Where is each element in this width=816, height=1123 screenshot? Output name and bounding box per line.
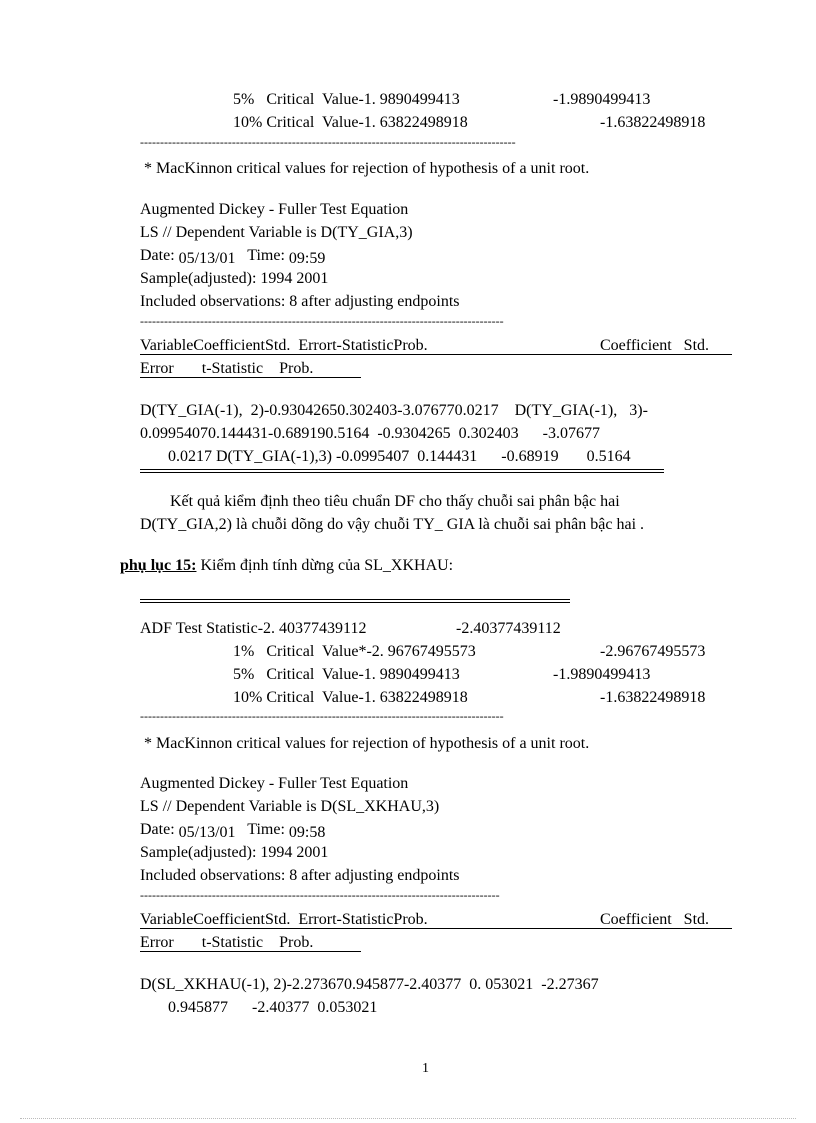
conclusion-line-2: D(TY_GIA,2) là chuỗi dõng do vậy chuỗi TY_ GIA là chuỗi sai phân bậc hai . bbox=[140, 516, 645, 533]
data-row-1: D(TY_GIA(-1), 2)-0.93042650.302403-3.076770.0217 D(TY_GIA(-1), 3)- bbox=[140, 402, 648, 419]
double-rule bbox=[140, 469, 664, 473]
critical-value-5-label: 5% Critical Value-1. 9890499413 bbox=[233, 666, 460, 683]
adf-statistic-value: -2.40377439112 bbox=[456, 620, 561, 637]
equation-title: Augmented Dickey - Fuller Test Equation bbox=[140, 775, 409, 792]
page-number: 1 bbox=[422, 1061, 429, 1076]
time-value: 09:58 bbox=[288, 824, 326, 841]
adf-statistic-label: ADF Test Statistic-2. 40377439112 bbox=[140, 620, 367, 637]
data-row-2: 0.09954070.144431-0.689190.5164 -0.9304265 0.302403 -3.07677 bbox=[140, 425, 600, 442]
observations-line: Included observations: 8 after adjusting endpoints bbox=[140, 867, 460, 884]
time-label: Time: bbox=[247, 247, 285, 264]
date-label: Date: bbox=[140, 821, 175, 838]
table-header-2: Error t-Statistic Prob. bbox=[140, 934, 318, 951]
time-value: 09:59 bbox=[288, 250, 326, 267]
header-underline bbox=[140, 928, 732, 929]
double-rule bbox=[140, 599, 570, 603]
data-row-1: D(SL_XKHAU(-1), 2)-2.273670.945877-2.40377 0. 053021 -2.27367 bbox=[140, 976, 599, 993]
separator-dashes: ------------------------------------------------------------------------------------------ bbox=[140, 888, 500, 902]
table-header-left: VariableCoefficientStd. Errort-StatisticProb. bbox=[140, 911, 428, 928]
appendix-label: phụ lục 15: bbox=[120, 557, 197, 574]
critical-value-10-value: -1.63822498918 bbox=[600, 114, 706, 131]
date-value: 05/13/01 bbox=[178, 250, 236, 267]
table-header-right: Coefficient Std. bbox=[600, 337, 710, 354]
dependent-variable: LS // Dependent Variable is D(TY_GIA,3) bbox=[140, 224, 413, 241]
table-header-left: VariableCoefficientStd. Errort-StatisticProb. bbox=[140, 337, 428, 354]
appendix-title: Kiểm định tính dừng của SL_XKHAU: bbox=[196, 557, 454, 574]
separator-dashes: ------------------------------------------------------------------------------------------- bbox=[140, 314, 504, 328]
observations-line: Included observations: 8 after adjusting endpoints bbox=[140, 293, 460, 310]
time-label: Time: bbox=[247, 821, 285, 838]
table-header-2: Error t-Statistic Prob. bbox=[140, 360, 318, 377]
critical-value-5-label: 5% Critical Value-1. 9890499413 bbox=[233, 91, 460, 108]
sample-line: Sample(adjusted): 1994 2001 bbox=[140, 844, 329, 861]
data-row-2: 0.945877 -2.40377 0.053021 bbox=[168, 999, 378, 1016]
dependent-variable: LS // Dependent Variable is D(SL_XKHAU,3) bbox=[140, 798, 440, 815]
table-header-right: Coefficient Std. bbox=[600, 911, 710, 928]
critical-value-10-label: 10% Critical Value-1. 63822498918 bbox=[233, 114, 468, 131]
data-row-3: 0.0217 D(TY_GIA(-1),3) -0.0995407 0.144431 -0.68919 0.5164 bbox=[168, 448, 631, 465]
date-value: 05/13/01 bbox=[178, 824, 236, 841]
critical-value-1-label: 1% Critical Value*-2. 96767495573 bbox=[233, 643, 476, 660]
critical-value-1-value: -2.96767495573 bbox=[600, 643, 706, 660]
separator-dashes: ------------------------------------------------------------------------------------------- bbox=[140, 709, 504, 723]
page-bottom-border bbox=[20, 1118, 796, 1119]
critical-value-5-value: -1.9890499413 bbox=[553, 666, 651, 683]
mackinnon-note: * MacKinnon critical values for rejection of hypothesis of a unit root. bbox=[140, 735, 590, 752]
separator-dashes: ---------------------------------------------------------------------------------------------- bbox=[140, 135, 516, 149]
critical-value-10-value: -1.63822498918 bbox=[600, 689, 706, 706]
date-label: Date: bbox=[140, 247, 175, 264]
critical-value-5-value: -1.9890499413 bbox=[553, 91, 651, 108]
sample-line: Sample(adjusted): 1994 2001 bbox=[140, 270, 329, 287]
header-underline-2 bbox=[140, 951, 361, 952]
equation-title: Augmented Dickey - Fuller Test Equation bbox=[140, 201, 409, 218]
header-underline bbox=[140, 354, 732, 355]
mackinnon-note: * MacKinnon critical values for rejection of hypothesis of a unit root. bbox=[140, 160, 590, 177]
date-time-line bbox=[140, 244, 325, 267]
appendix-heading bbox=[120, 554, 453, 577]
header-underline-2 bbox=[140, 377, 361, 378]
critical-value-10-label: 10% Critical Value-1. 63822498918 bbox=[233, 689, 468, 706]
conclusion-line-1: Kết quả kiểm định theo tiêu chuẩn DF cho thấy chuỗi sai phân bậc hai bbox=[170, 493, 620, 510]
date-time-line bbox=[140, 818, 325, 841]
